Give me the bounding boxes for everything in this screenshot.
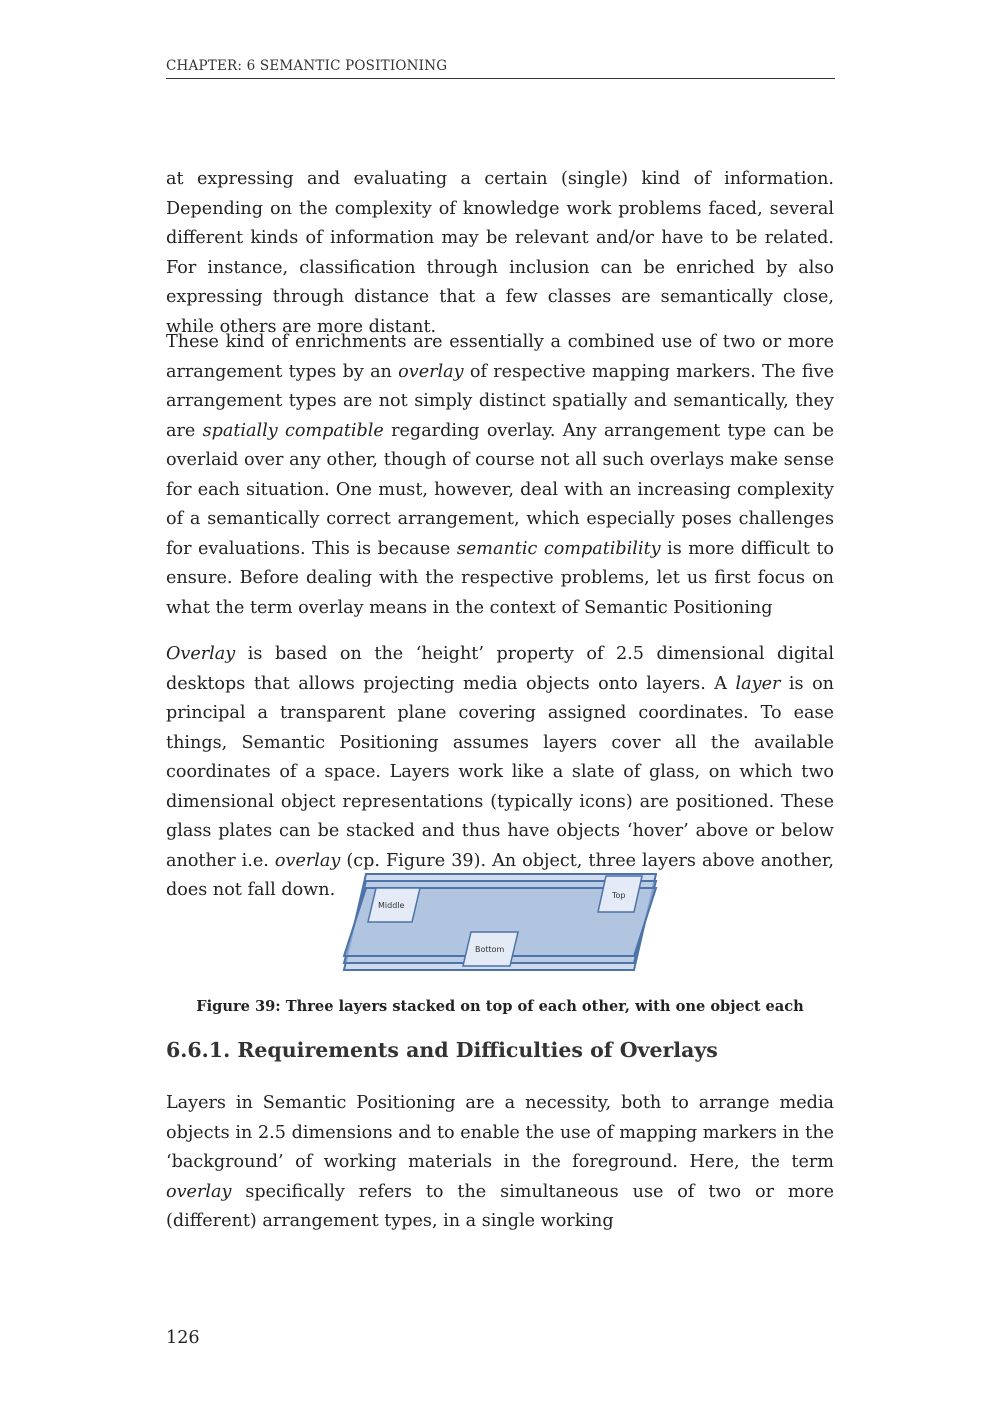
paragraph-1 [166, 165, 834, 342]
figure-39-layers-diagram [338, 866, 662, 978]
emphasis-term: layer [735, 673, 781, 694]
figure-caption: Figure 39: Three layers stacked on top of each other, with one object each [196, 998, 804, 1015]
page-number: 126 [166, 1328, 200, 1348]
paragraph-4 [166, 1089, 834, 1237]
emphasis-term: spatially compatible [202, 420, 384, 441]
paragraph-text: Layers in Semantic Positioning are a necessity, both to arrange media objects in 2.5 dimensions and to enable the use of mapping markers in the ‘background’ of working materials in the foreground. Here, the term [166, 1093, 834, 1172]
running-header: CHAPTER: 6 SEMANTIC POSITIONING [166, 58, 835, 79]
paragraph-text: regarding overlay. Any arrangement type can be overlaid over any other, though of course not all such overlays make sense for each situation. One must, however, deal with an increasing complexity of a semantically correct arrangement, which especially poses challenges for evaluations. This is because [166, 420, 835, 559]
paragraph-text: (cp. Figure 39). An object, three layers above another, does not fall down. [166, 850, 834, 900]
paragraph-text: is on principal a transparent plane covering assigned coordinates. To ease things, Semantic Positioning assumes layers cover all the available coordinates of a space. Layers work like a slate of glass, on which two dimensional object representations (typically icons) are positioned. These glass plates can be stacked and thus have objects ‘hover’ above or below another i.e. [166, 673, 835, 871]
emphasis-term: overlay [398, 361, 464, 382]
emphasis-term: semantic compatibility [456, 538, 661, 559]
paragraph-text: at expressing and evaluating a certain (single) kind of information. Depending on the complexity of knowledge work problems faced, several different kinds of information may be relevant and/or have to be related. For instance, classification through inclusion can be enriched by also expressing through distance that a few classes are semantically close, while others are more distant. [166, 169, 834, 337]
paragraph-text: is more difficult to ensure. Before dealing with the respective problems, let us first focus on what the term overlay means in the context of Semantic Positioning [166, 538, 834, 618]
paragraph-text: These kind of enrichments are essentially a combined use of two or more arrangement types by an [166, 332, 834, 382]
emphasis-term: overlay [274, 850, 341, 871]
label-top: Top [612, 891, 626, 900]
paragraph-text: is based on the ‘height’ property of 2.5 dimensional digital desktops that allows projecting media objects onto layers. A [166, 644, 834, 694]
paragraph-2 [166, 328, 834, 623]
label-middle: Middle [378, 901, 405, 910]
section-heading: 6.6.1. Requirements and Difficulties of Overlays [166, 1038, 718, 1062]
label-bottom: Bottom [475, 945, 505, 954]
paragraph-text: specifically refers to the simultaneous use of two or more (different) arrangement types, in a single working [166, 1181, 834, 1231]
emphasis-term: Overlay [166, 644, 236, 664]
paragraph-text: of respective mapping markers. The five arrangement types are not simply distinct spatially and semantically, they are [166, 361, 834, 441]
emphasis-term: overlay [166, 1181, 232, 1202]
